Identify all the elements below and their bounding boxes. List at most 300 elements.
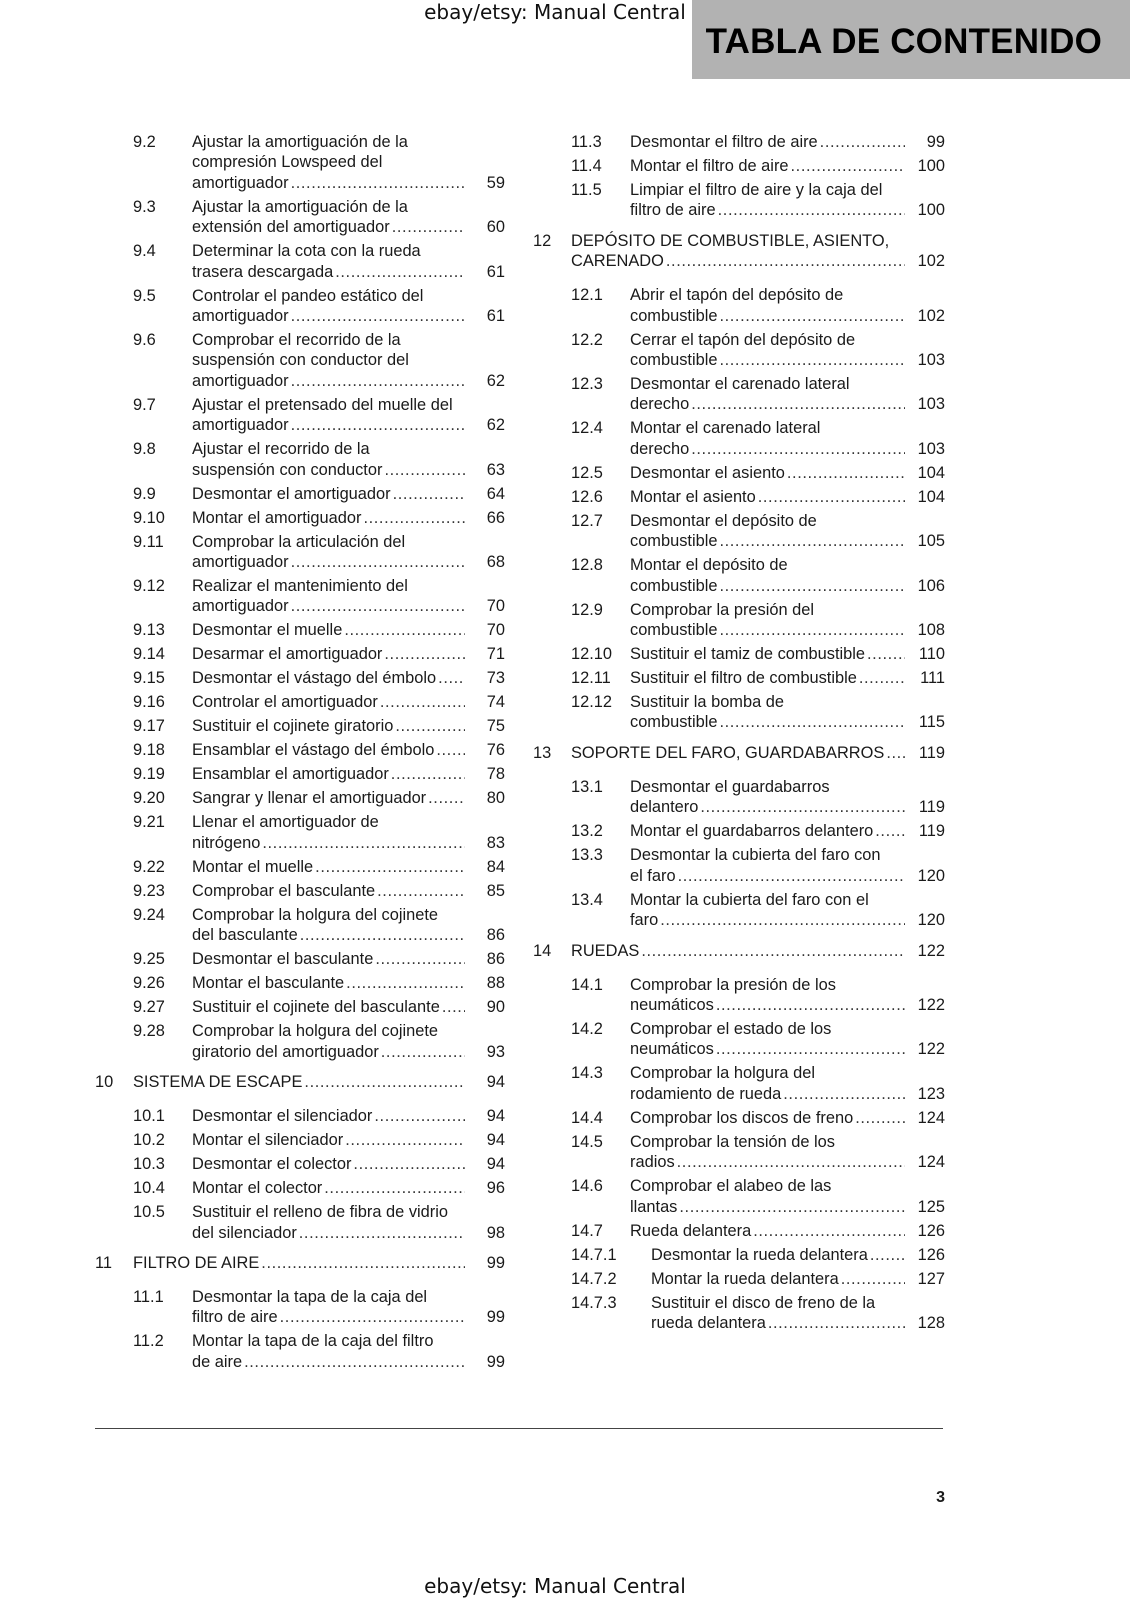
- toc-entry-page: 111: [920, 669, 945, 688]
- toc-entry-page: 98: [486, 1223, 505, 1242]
- toc-entry[interactable]: [95, 881, 505, 901]
- toc-entry-page: 119: [918, 798, 945, 817]
- toc-entry-last-line: [192, 620, 467, 640]
- toc-entry-title: [630, 668, 945, 688]
- toc-entry[interactable]: [95, 132, 505, 193]
- toc-entry-title-line: combustible: [630, 351, 718, 370]
- toc-entry-page: 62: [486, 416, 505, 435]
- toc-entry[interactable]: [95, 576, 505, 617]
- toc-entry-page: 78: [486, 765, 505, 784]
- toc-entry-page: 124: [917, 1108, 945, 1127]
- toc-entry-last-line: [630, 644, 907, 664]
- toc-entry-title-line: neumáticos: [630, 995, 714, 1014]
- toc-entry[interactable]: [95, 857, 505, 877]
- dot-leader: [886, 743, 905, 763]
- toc-entry-number: 12.6: [571, 487, 603, 506]
- toc-entry[interactable]: [95, 395, 505, 436]
- toc-entry[interactable]: [533, 511, 945, 552]
- toc-entry-last-line: [192, 508, 467, 528]
- toc-entry-page: 103: [917, 395, 945, 414]
- toc-entry[interactable]: [533, 1108, 945, 1128]
- toc-entry-page: 83: [486, 833, 505, 852]
- toc-entry-page: 115: [918, 713, 945, 732]
- toc-entry[interactable]: [95, 1154, 505, 1174]
- toc-entry[interactable]: [533, 600, 945, 641]
- toc-entry-last-line: [192, 1307, 467, 1327]
- toc-entry[interactable]: [533, 180, 945, 221]
- toc-entry[interactable]: [95, 330, 505, 391]
- toc-entry[interactable]: [95, 241, 505, 282]
- toc-entry-last-line: [192, 764, 467, 784]
- dot-leader: [291, 415, 465, 435]
- toc-entry-number: 11.1: [133, 1287, 164, 1306]
- toc-entry-title-line: Determinar la cota con la rueda: [192, 242, 421, 261]
- toc-entry[interactable]: [533, 644, 945, 664]
- toc-entry-number: 9.19: [133, 765, 165, 784]
- toc-entry-number: 9.9: [133, 484, 156, 503]
- toc-entry[interactable]: [533, 132, 945, 152]
- toc-entry-number: 13.3: [571, 846, 603, 865]
- toc-entry-title: [630, 180, 945, 221]
- toc-entry-page: 64: [486, 484, 505, 503]
- toc-entry-last-line: [630, 531, 907, 551]
- toc-entry-page: 74: [486, 693, 505, 712]
- toc-entry-title-line: Montar el amortiguador: [192, 508, 362, 527]
- toc-entry[interactable]: [95, 692, 505, 712]
- toc-entry-number: 12.4: [571, 419, 603, 438]
- toc-entry-title: [630, 1019, 945, 1060]
- toc-entry-title-line: Montar el depósito de: [630, 556, 788, 575]
- toc-entry-last-line: [192, 997, 467, 1017]
- toc-entry-page: 84: [486, 857, 505, 876]
- toc-entry-last-line: [630, 463, 907, 483]
- toc-entry-page: 99: [486, 1352, 505, 1371]
- toc-entry-title-line: extensión del amortiguador: [192, 218, 390, 237]
- toc-entry[interactable]: [533, 463, 945, 483]
- dot-leader: [291, 306, 465, 326]
- toc-entry-title: [192, 905, 505, 946]
- toc-entry-number: 9.23: [133, 881, 165, 900]
- toc-entry-number: 9.13: [133, 621, 165, 640]
- toc-entry-title-line: filtro de aire: [192, 1308, 278, 1327]
- toc-entry-last-line: [133, 1072, 467, 1092]
- toc-entry[interactable]: [95, 532, 505, 573]
- toc-column-right: [533, 132, 945, 1337]
- toc-entry[interactable]: [533, 1132, 945, 1173]
- toc-entry-page: 104: [917, 487, 945, 506]
- toc-entry[interactable]: [95, 1130, 505, 1150]
- dot-leader: [280, 1307, 465, 1327]
- toc-entry[interactable]: [95, 905, 505, 946]
- toc-entry[interactable]: [533, 975, 945, 1016]
- toc-entry[interactable]: [95, 439, 505, 480]
- dot-leader: [719, 576, 905, 596]
- toc-entry-title: [571, 231, 945, 272]
- toc-entry-title-line: Sustituir el relleno de fibra de vidrio: [192, 1203, 449, 1222]
- toc-entry-last-line: [630, 712, 907, 732]
- dot-leader: [783, 1084, 905, 1104]
- dot-leader: [859, 668, 905, 688]
- dot-leader: [380, 692, 465, 712]
- dot-leader: [291, 173, 465, 193]
- toc-entry-title-line: Comprobar el estado de los: [630, 1019, 832, 1038]
- toc-entry-number: 14.1: [571, 975, 603, 994]
- toc-entry-title-line: amortiguador: [192, 416, 289, 435]
- toc-entry-title: [192, 532, 505, 573]
- toc-entry-last-line: [630, 1039, 907, 1059]
- toc-entry-title: [651, 1293, 945, 1334]
- toc-entry-title: [192, 764, 505, 784]
- toc-entry[interactable]: [95, 1202, 505, 1243]
- toc-entry-title: [192, 286, 505, 327]
- toc-entry-title: [192, 508, 505, 528]
- toc-entry-title: [192, 395, 505, 436]
- toc-entry-page: 85: [486, 881, 505, 900]
- toc-entry-number: 11.2: [133, 1332, 164, 1351]
- toc-entry[interactable]: [533, 777, 945, 818]
- dot-leader: [791, 156, 905, 176]
- toc-entry-title-line: Abrir el tapón del depósito de: [630, 286, 844, 305]
- toc-entry[interactable]: [95, 484, 505, 504]
- toc-entry[interactable]: [95, 764, 505, 784]
- toc-entry-title-line: nitrógeno: [192, 833, 261, 852]
- toc-entry-title-line: Desmontar el muelle: [192, 621, 343, 640]
- toc-entry[interactable]: [533, 285, 945, 326]
- toc-entry-page: 120: [917, 866, 945, 885]
- toc-entry-title-line: rueda delantera: [651, 1313, 766, 1332]
- toc-entry-page: 100: [917, 201, 945, 220]
- toc-entry-title-line: Comprobar la presión de los: [630, 975, 836, 994]
- toc-entry-title-line: Desmontar el guardabarros: [630, 777, 830, 796]
- toc-entry-title-line: suspensión con conductor del: [192, 351, 409, 370]
- toc-entry-title-line: Controlar el amortiguador: [192, 693, 378, 712]
- toc-entry-title: [630, 374, 945, 415]
- toc-entry-page: 110: [918, 645, 945, 664]
- toc-entry-last-line: [571, 743, 907, 763]
- toc-entry-number: 12.11: [571, 669, 611, 688]
- dot-leader: [678, 866, 905, 886]
- toc-entry-page: 60: [486, 218, 505, 237]
- toc-entry-number: 13: [533, 743, 552, 762]
- toc-entry-title-line: FILTRO DE AIRE: [133, 1253, 260, 1272]
- toc-entry-number: 9.10: [133, 508, 165, 527]
- toc-entry-title: [630, 600, 945, 641]
- dot-leader: [787, 463, 905, 483]
- toc-entry-number: 10.5: [133, 1203, 165, 1222]
- watermark-bottom: ebay/etsy: Manual Central: [424, 1574, 686, 1598]
- toc-entry[interactable]: [95, 1021, 505, 1062]
- dot-leader: [719, 350, 905, 370]
- toc-entry-last-line: [630, 487, 907, 507]
- toc-entry-title-line: delantero: [630, 798, 699, 817]
- toc-entry[interactable]: [533, 1019, 945, 1060]
- toc-entry-page: 94: [486, 1155, 505, 1174]
- toc-entry-title-line: Comprobar la articulación del: [192, 532, 406, 551]
- toc-chapter[interactable]: [533, 743, 945, 763]
- toc-entry[interactable]: [533, 890, 945, 931]
- toc-entry-title: [192, 1331, 505, 1372]
- toc-entry-last-line: [192, 668, 467, 688]
- toc-entry-last-line: [192, 415, 467, 435]
- toc-column-left: [95, 132, 505, 1376]
- toc-entry-title: [630, 1132, 945, 1173]
- toc-entry-page: 70: [486, 597, 505, 616]
- toc-entry-title-line: Montar el guardabarros delantero: [630, 822, 874, 841]
- toc-entry-title: [630, 1063, 945, 1104]
- toc-entry-page: 122: [917, 995, 945, 1014]
- toc-entry-number: 12.3: [571, 375, 603, 394]
- toc-entry-page: 103: [917, 439, 945, 458]
- toc-entry[interactable]: [533, 1293, 945, 1334]
- toc-entry-number: 10.3: [133, 1155, 165, 1174]
- toc-entry-title-line: Montar la rueda delantera: [651, 1269, 839, 1288]
- toc-entry-title: [630, 845, 945, 886]
- toc-entry-title-line: Montar el asiento: [630, 487, 756, 506]
- toc-entry-last-line: [630, 156, 907, 176]
- toc-entry-title-line: Comprobar el recorrido de la: [192, 331, 401, 350]
- toc-entry-page: 62: [486, 371, 505, 390]
- toc-entry[interactable]: [533, 668, 945, 688]
- toc-entry-title: [133, 1253, 505, 1273]
- toc-entry-title-line: amortiguador: [192, 307, 289, 326]
- toc-entry-last-line: [630, 132, 907, 152]
- toc-entry[interactable]: [533, 1221, 945, 1241]
- toc-entry-number: 9.4: [133, 242, 156, 261]
- toc-entry-title-line: Cerrar el tapón del depósito de: [630, 330, 856, 349]
- toc-entry-last-line: [630, 821, 907, 841]
- toc-entry-title: [192, 1106, 505, 1126]
- dot-leader: [304, 1072, 465, 1092]
- toc-entry-title: [192, 716, 505, 736]
- toc-entry-page: 94: [486, 1107, 505, 1126]
- toc-entry-last-line: [192, 1154, 467, 1174]
- toc-entry-title-line: Comprobar los discos de freno: [630, 1108, 854, 1127]
- dot-leader: [691, 394, 905, 414]
- toc-entry-last-line: [630, 620, 907, 640]
- toc-entry-title-line: Sustituir el filtro de combustible: [630, 669, 857, 688]
- toc-entry[interactable]: [533, 1269, 945, 1289]
- toc-entry-number: 12.5: [571, 463, 603, 482]
- toc-entry-title: [192, 241, 505, 282]
- toc-entry-title: [192, 644, 505, 664]
- toc-entry-title-line: Desmontar el colector: [192, 1155, 352, 1174]
- toc-entry-number: 9.12: [133, 577, 165, 596]
- toc-entry[interactable]: [533, 487, 945, 507]
- toc-entry-last-line: [192, 949, 467, 969]
- toc-entry[interactable]: [533, 156, 945, 176]
- toc-entry-title-line: rodamiento de rueda: [630, 1084, 782, 1103]
- toc-entry-title: [192, 484, 505, 504]
- dot-leader: [353, 1154, 465, 1174]
- toc-entry[interactable]: [95, 812, 505, 853]
- toc-entry-page: 106: [917, 576, 945, 595]
- toc-entry[interactable]: [533, 1063, 945, 1104]
- toc-entry-last-line: [630, 576, 907, 596]
- toc-entry-title-line: combustible: [630, 621, 718, 640]
- toc-entry-title: [192, 1130, 505, 1150]
- toc-entry-title-line: derecho: [630, 395, 690, 414]
- toc-entry-page: 128: [917, 1313, 945, 1332]
- toc-entry-last-line: [571, 251, 907, 271]
- dot-leader: [300, 925, 465, 945]
- toc-entry-title: [192, 1021, 505, 1062]
- toc-entry[interactable]: [95, 668, 505, 688]
- toc-entry-title-line: combustible: [630, 306, 718, 325]
- toc-entry-last-line: [630, 995, 907, 1015]
- toc-entry[interactable]: [95, 1331, 505, 1372]
- toc-entry-number: 9.26: [133, 974, 165, 993]
- dot-leader: [392, 217, 465, 237]
- toc-entry-last-line: [630, 797, 907, 817]
- toc-entry-last-line: [651, 1313, 907, 1333]
- toc-entry[interactable]: [95, 197, 505, 238]
- toc-entry-last-line: [630, 306, 907, 326]
- toc-chapter[interactable]: [533, 941, 945, 961]
- toc-entry-title: [630, 644, 945, 664]
- toc-entry[interactable]: [95, 973, 505, 993]
- dot-leader: [719, 712, 905, 732]
- toc-entry-page: 100: [917, 157, 945, 175]
- toc-entry-title-line: amortiguador: [192, 371, 289, 390]
- toc-entry-title-line: Desmontar el amortiguador: [192, 484, 391, 503]
- toc-entry-number: 9.16: [133, 693, 165, 712]
- dot-leader: [344, 620, 465, 640]
- toc-entry-last-line: [192, 173, 467, 193]
- toc-entry-title: [192, 330, 505, 391]
- dot-leader: [395, 716, 465, 736]
- dot-leader: [315, 857, 465, 877]
- dot-leader: [335, 262, 465, 282]
- dot-leader: [719, 620, 905, 640]
- toc-entry-title-line: Montar el colector: [192, 1179, 323, 1198]
- dot-leader: [716, 995, 905, 1015]
- toc-entry[interactable]: [95, 286, 505, 327]
- toc-entry-title-line: Desmontar el filtro de aire: [630, 133, 818, 151]
- toc-entry-page: 73: [486, 669, 505, 688]
- toc-entry-number: 9.7: [133, 395, 156, 414]
- toc-entry-title: [192, 1154, 505, 1174]
- toc-entry-last-line: [192, 740, 467, 760]
- toc-entry-last-line: [192, 857, 467, 877]
- toc-entry-number: 9.11: [133, 532, 164, 551]
- toc-entry[interactable]: [95, 1106, 505, 1126]
- toc-entry-last-line: [192, 925, 467, 945]
- toc-entry-title: [571, 743, 945, 763]
- toc-entry-number: 12.9: [571, 600, 603, 619]
- toc-entry[interactable]: [95, 508, 505, 528]
- toc-entry[interactable]: [533, 330, 945, 371]
- toc-entry-title-line: Sustituir el tamiz de combustible: [630, 645, 866, 664]
- toc-entry-title-line: Ajustar la amortiguación de la: [192, 133, 408, 151]
- toc-entry-number: 13.2: [571, 822, 603, 841]
- toc-entry-title-line: radios: [630, 1153, 675, 1172]
- toc-entry-number: 9.22: [133, 857, 165, 876]
- toc-entry-title-line: llantas: [630, 1197, 678, 1216]
- toc-entry-page: 59: [486, 173, 505, 192]
- footer-divider: [95, 1428, 943, 1429]
- toc-entry-title-line: Montar la cubierta del faro con el: [630, 890, 869, 909]
- dot-leader: [716, 1039, 905, 1059]
- toc-entry-page: 68: [486, 553, 505, 572]
- toc-entry-title-line: Desmontar el depósito de: [630, 511, 817, 530]
- toc-entry-page: 93: [486, 1042, 505, 1061]
- toc-entry[interactable]: [95, 620, 505, 640]
- toc-entry-title: [630, 511, 945, 552]
- toc-entry[interactable]: [533, 374, 945, 415]
- dot-leader: [393, 484, 465, 504]
- toc-entry[interactable]: [95, 949, 505, 969]
- toc-entry[interactable]: [95, 788, 505, 808]
- toc-entry-number: 9.5: [133, 286, 156, 305]
- toc-entry-title: [192, 576, 505, 617]
- toc-chapter[interactable]: [95, 1253, 505, 1273]
- toc-entry-title-line: CARENADO: [571, 252, 664, 271]
- dot-leader: [244, 1352, 465, 1372]
- toc-entry-page: 99: [926, 133, 945, 151]
- toc-entry-number: 13.1: [571, 777, 603, 796]
- toc-entry-last-line: [651, 1269, 907, 1289]
- toc-chapter[interactable]: [95, 1072, 505, 1092]
- toc-entry-title-line: Comprobar la presión del: [630, 600, 815, 619]
- toc-entry-page: 124: [917, 1153, 945, 1172]
- toc-entry-last-line: [630, 1152, 907, 1172]
- toc-entry[interactable]: [533, 1176, 945, 1217]
- toc-entry[interactable]: [95, 644, 505, 664]
- toc-entry-title-line: Desmontar el basculante: [192, 950, 374, 969]
- page-number: 3: [936, 1489, 945, 1506]
- toc-entry[interactable]: [95, 740, 505, 760]
- toc-entry[interactable]: [533, 418, 945, 459]
- toc-entry-title: [192, 949, 505, 969]
- toc-entry-page: 94: [486, 1073, 505, 1092]
- dot-leader: [758, 487, 905, 507]
- toc-entry-title-line: Desmontar el carenado lateral: [630, 375, 850, 394]
- toc-entry-title-line: combustible: [630, 576, 718, 595]
- toc-entry-number: 14.7.2: [571, 1269, 617, 1288]
- toc-entry[interactable]: [533, 692, 945, 733]
- toc-entry[interactable]: [95, 1287, 505, 1328]
- toc-entry-title-line: combustible: [630, 532, 718, 551]
- toc-chapter[interactable]: [533, 231, 945, 272]
- toc-entry-title-line: Sangrar y llenar el amortiguador: [192, 789, 427, 808]
- dot-leader: [700, 797, 905, 817]
- toc-entry[interactable]: [95, 1178, 505, 1198]
- toc-entry-title: [192, 439, 505, 480]
- toc-entry-last-line: [630, 394, 907, 414]
- dot-leader: [324, 1178, 465, 1198]
- toc-entry-title-line: faro: [630, 911, 659, 930]
- dot-leader: [261, 1253, 465, 1273]
- toc-entry-title-line: el faro: [630, 866, 676, 885]
- toc-entry-number: 9.15: [133, 669, 165, 688]
- toc-entry[interactable]: [533, 821, 945, 841]
- toc-entry-last-line: [192, 306, 467, 326]
- toc-entry[interactable]: [533, 1245, 945, 1265]
- toc-entry-number: 14: [533, 941, 552, 960]
- toc-entry[interactable]: [95, 997, 505, 1017]
- toc-entry[interactable]: [533, 555, 945, 596]
- toc-entry-number: 12.7: [571, 511, 603, 530]
- toc-entry-last-line: [630, 1084, 907, 1104]
- toc-entry-title-line: Limpiar el filtro de aire y la caja del: [630, 181, 883, 199]
- toc-entry-last-line: [630, 866, 907, 886]
- toc-entry-last-line: [571, 941, 907, 961]
- toc-entry-title: [630, 692, 945, 733]
- toc-entry[interactable]: [533, 845, 945, 886]
- toc-entry-page: 120: [917, 911, 945, 930]
- toc-entry[interactable]: [95, 716, 505, 736]
- toc-entry-last-line: [630, 1221, 907, 1241]
